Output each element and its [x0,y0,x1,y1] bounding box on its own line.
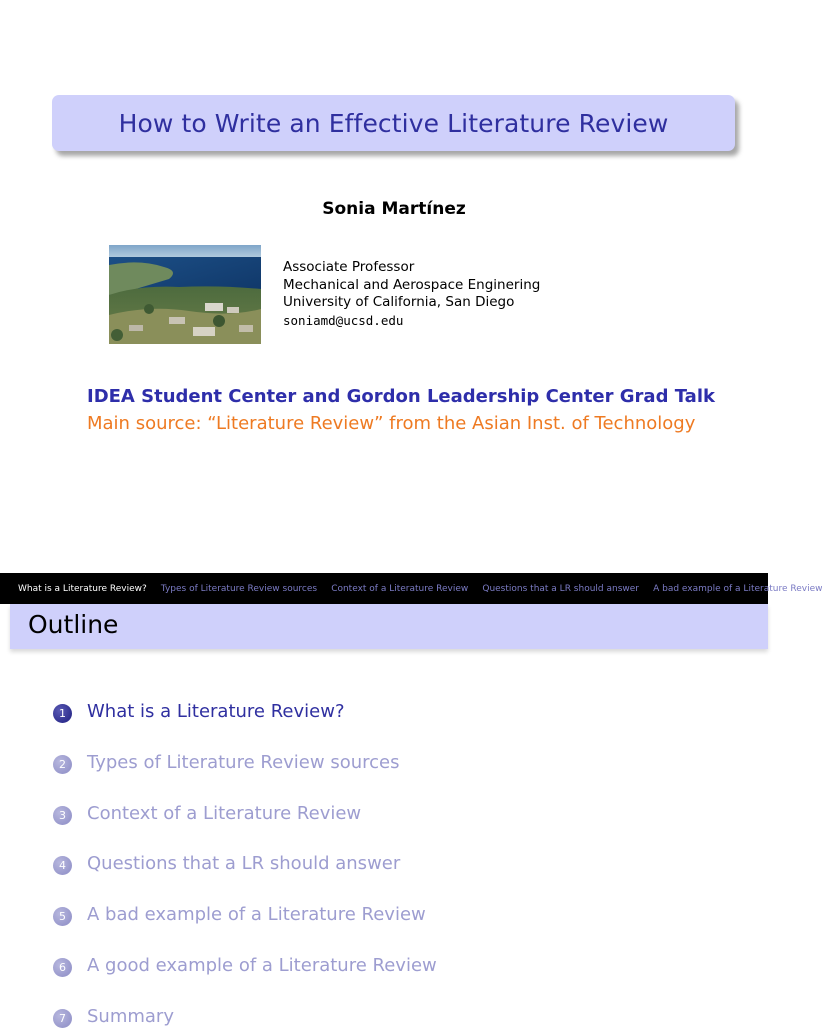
toc-number-bullet: 6 [53,958,72,977]
title-box [52,95,735,151]
toc-label: Context of a Literature Review [87,803,362,824]
main-source: Main source: “Literature Review” from the Asian Inst. of Technology [87,413,696,434]
nav-section-2[interactable]: Types of Literature Review sources [160,584,318,594]
toc-label: Types of Literature Review sources [87,752,400,773]
toc-label: What is a Literature Review? [87,701,345,722]
toc-number-bullet: 2 [53,755,72,774]
toc-number-bullet: 3 [53,806,72,825]
affiliation-position: Associate Professor [283,259,415,275]
toc-number-bullet: 1 [53,704,72,723]
affiliation-university: University of California, San Diego [283,294,515,310]
affiliation-block [283,259,540,329]
author-name: Sonia Martínez [322,199,466,219]
nav-section-5[interactable]: A bad example of a Literature Review [653,584,822,594]
toc-label: A bad example of a Literature Review [87,904,426,925]
nav-section-4[interactable]: Questions that a LR should answer [482,584,639,594]
nav-section-1[interactable]: What is a Literature Review? [18,584,147,594]
frame-title: Outline [28,610,119,639]
toc-number-bullet: 7 [53,1009,72,1028]
campus-aerial-photo [109,245,261,344]
event-name: IDEA Student Center and Gordon Leadership Center Grad Talk [87,386,715,407]
toc-label: Questions that a LR should answer [87,853,401,874]
toc-number-bullet: 4 [53,856,72,875]
toc-label: A good example of a Literature Review [87,955,437,976]
author-email[interactable]: soniamd@ucsd.edu [283,312,404,328]
frame-title-bar [10,604,768,649]
toc-number-bullet: 5 [53,907,72,926]
nav-section-3[interactable]: Context of a Literature Review [331,584,469,594]
outline-slide [0,573,822,1027]
slide-title: How to Write an Effective Literature Review [118,108,669,138]
toc-label: Summary [87,1006,174,1027]
affiliation-department: Mechanical and Aerospace Enginering [283,276,541,293]
section-navigation-bar [0,573,822,604]
